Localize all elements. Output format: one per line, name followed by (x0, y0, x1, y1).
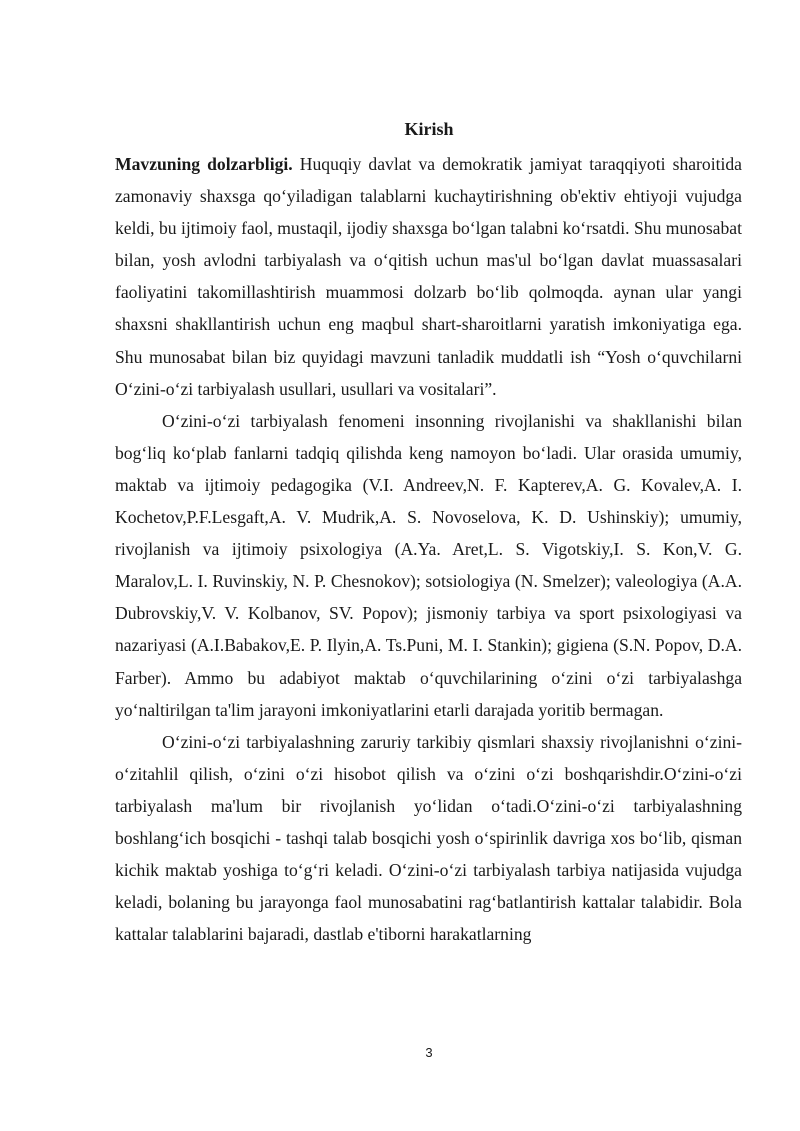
body-text (115, 148, 742, 950)
paragraph-lead: Mavzuning dolzarbligi. (115, 154, 293, 174)
paragraph-self-education-phenomenon: O‘zini-o‘zi tarbiyalash fenomeni insonning rivojlanishi va shakllanishi bilan bog‘liq ko‘plab fanlarni tadqiq qilishda keng namoyon bo‘ladi. Ular orasida umumiy, maktab va ijtimoiy pedagogika (V.I. Andreev,N. F. Kapterev,A. G. Kovalev,A. I. Kochetov,P.F.Lesgaft,A. V. Mudrik,A. S. Novoselova, K. D. Ushinskiy); umumiy, rivojlanish va ijtimoiy psixologiya (A.Ya. Aret,L. S. Vigotskiy,I. S. Kon,V. G. Maralov,L. I. Ruvinskiy, N. P. Chesnokov); sotsiologiya (N. Smelzer); valeologiya (A.A. Dubrovskiy,V. V. Kolbanov, SV. Popov); jismoniy tarbiya va sport psixologiyasi va nazariyasi (A.I.Babakov,E. P. Ilyin,A. Ts.Puni, M. I. Stankin); gigiena (S.N. Popov, D.A. Farber). Ammo bu adabiyot maktab o‘quvchilarining o‘zini o‘zi tarbiyalashga yo‘naltirilgan ta'lim jarayoni imkoniyatlarini etarli darajada yoritib bermagan. (115, 410, 742, 720)
paragraph-relevance (115, 148, 742, 405)
page-number: 3 (425, 1045, 433, 1060)
paragraph-self-education-components: O‘zini-o‘zi tarbiyalashning zaruriy tarkibiy qismlari shaxsiy rivojlanishni o‘zini-o‘zitahlil qilish, o‘zini o‘zi hisobot qilish va o‘zini o‘zi boshqarishdir.O‘zini-o‘zi tarbiyalash ma'lum bir rivojlanish yo‘lidan o‘tadi.O‘zini-o‘zi tarbiyalashning boshlang‘ich bosqichi - tashqi talab bosqichi yosh o‘spirinlik davriga xos bo‘lib, qisman kichik maktab yoshiga to‘g‘ri keladi. O‘zini-o‘zi tarbiyalash tarbiya natijasida vujudga keladi, bolaning bu jarayonga faol munosabatini rag‘batlantirish kattalar talabidir. Bola kattalar talablarini bajaradi, dastlab e'tiborni harakatlarning (115, 731, 742, 945)
paragraph-relevance-text: Huquqiy davlat va demokratik jamiyat taraqqiyoti sharoitida zamonaviy shaxsga qo‘yiladigan talablarni kuchaytirishning ob'ektiv ehtiyoji vujudga keldi, bu ijtimoiy faol, mustaqil, ijodiy shaxsga bo‘lgan talabni ko‘rsatdi. Shu munosabat bilan, yosh avlodni tarbiyalash va o‘qitish uchun mas'ul bo‘lgan davlat muassasalari faoliyatini takomillashtirish muammosi dolzarb bo‘lib qolmoqda. aynan ular yangi shaxsni shakllantirish uchun eng maqbul shart-sharoitlarni yaratish imkoniyatiga ega. Shu munosabat bilan biz quyidagi mavzuni tanladik muddatli ish “Yosh o‘quvchilarni O‘zini-o‘zi tarbiyalash usullari, usullari va vositalari”. (115, 154, 742, 399)
section-title: Kirish (404, 119, 454, 139)
